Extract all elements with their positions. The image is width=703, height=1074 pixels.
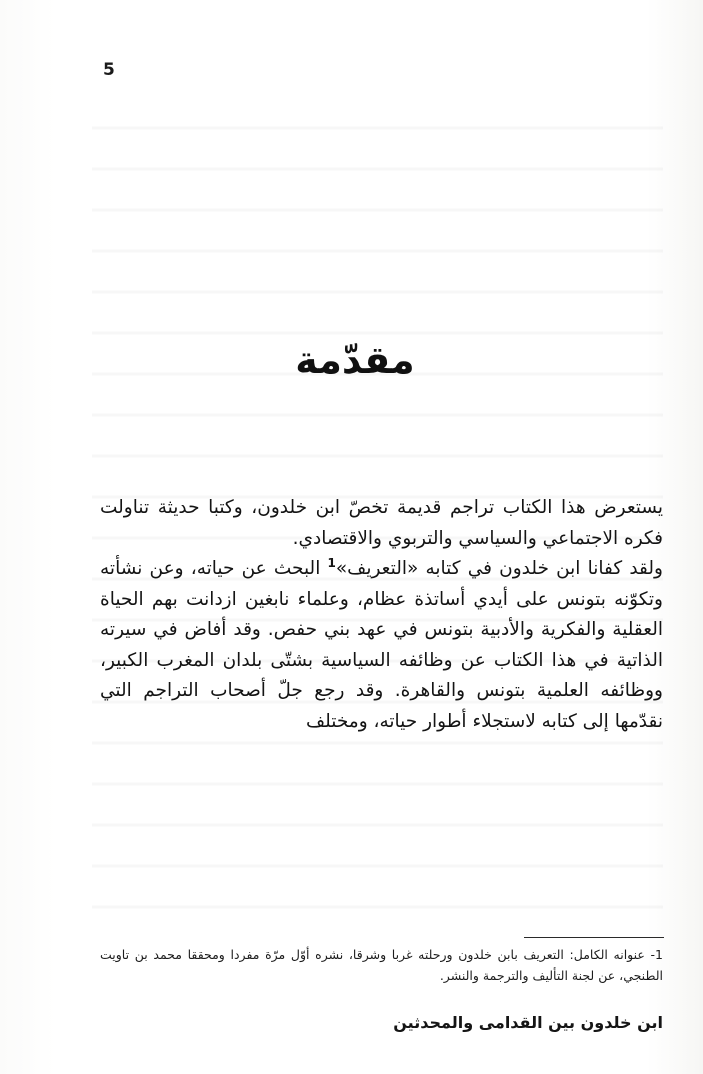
paragraph-biography bbox=[100, 554, 663, 737]
footnote-reference[interactable]: 1 bbox=[327, 555, 336, 570]
paragraph-intro: يستعرض هذا الكتاب تراجم قديمة تخصّ ابن خلدون، وكتبا حديثة تناولت فكره الاجتماعي والسياسي والتربوي والاقتصادي. bbox=[100, 497, 663, 549]
paragraph-biography-rest: البحث عن حياته، وعن نشأته وتكوّنه بتونس على أيدي أساتذة عظام، وعلماء نابغين ازدانت بهم الحياة العقلية والفكرية والأدبية بتونس في عهد بني حفص. وقد أفاض في سيرته الذاتية في هذا الكتاب عن وظائفه السياسية بشتّى بلدان المغرب الكبير، ووظائفه العلمية بتونس والقاهرة. وقد رجع جلّ أصحاب التراجم التي نقدّمها إلى كتابه لاستجلاء أطوار حياته، ومختلف bbox=[100, 558, 663, 732]
body-text bbox=[100, 493, 663, 737]
paragraph-biography-start: ولقد كفانا ابن خلدون في كتابه «التعريف» bbox=[335, 558, 663, 579]
footnote: 1- عنوانه الكامل: التعريف بابن خلدون ورحلته غربا وشرقا، نشره أوّل مرّة مفردا ومحققا محمد بن تاويت الطنجي، عن لجنة التأليف والترجمة والنشر. bbox=[100, 947, 663, 983]
running-footer: ابن خلدون بين القدامى والمحدثين bbox=[393, 1013, 663, 1032]
page-number: 5 bbox=[103, 60, 115, 80]
footnote-separator bbox=[524, 937, 664, 938]
chapter-title: مقدّمة bbox=[295, 338, 415, 382]
